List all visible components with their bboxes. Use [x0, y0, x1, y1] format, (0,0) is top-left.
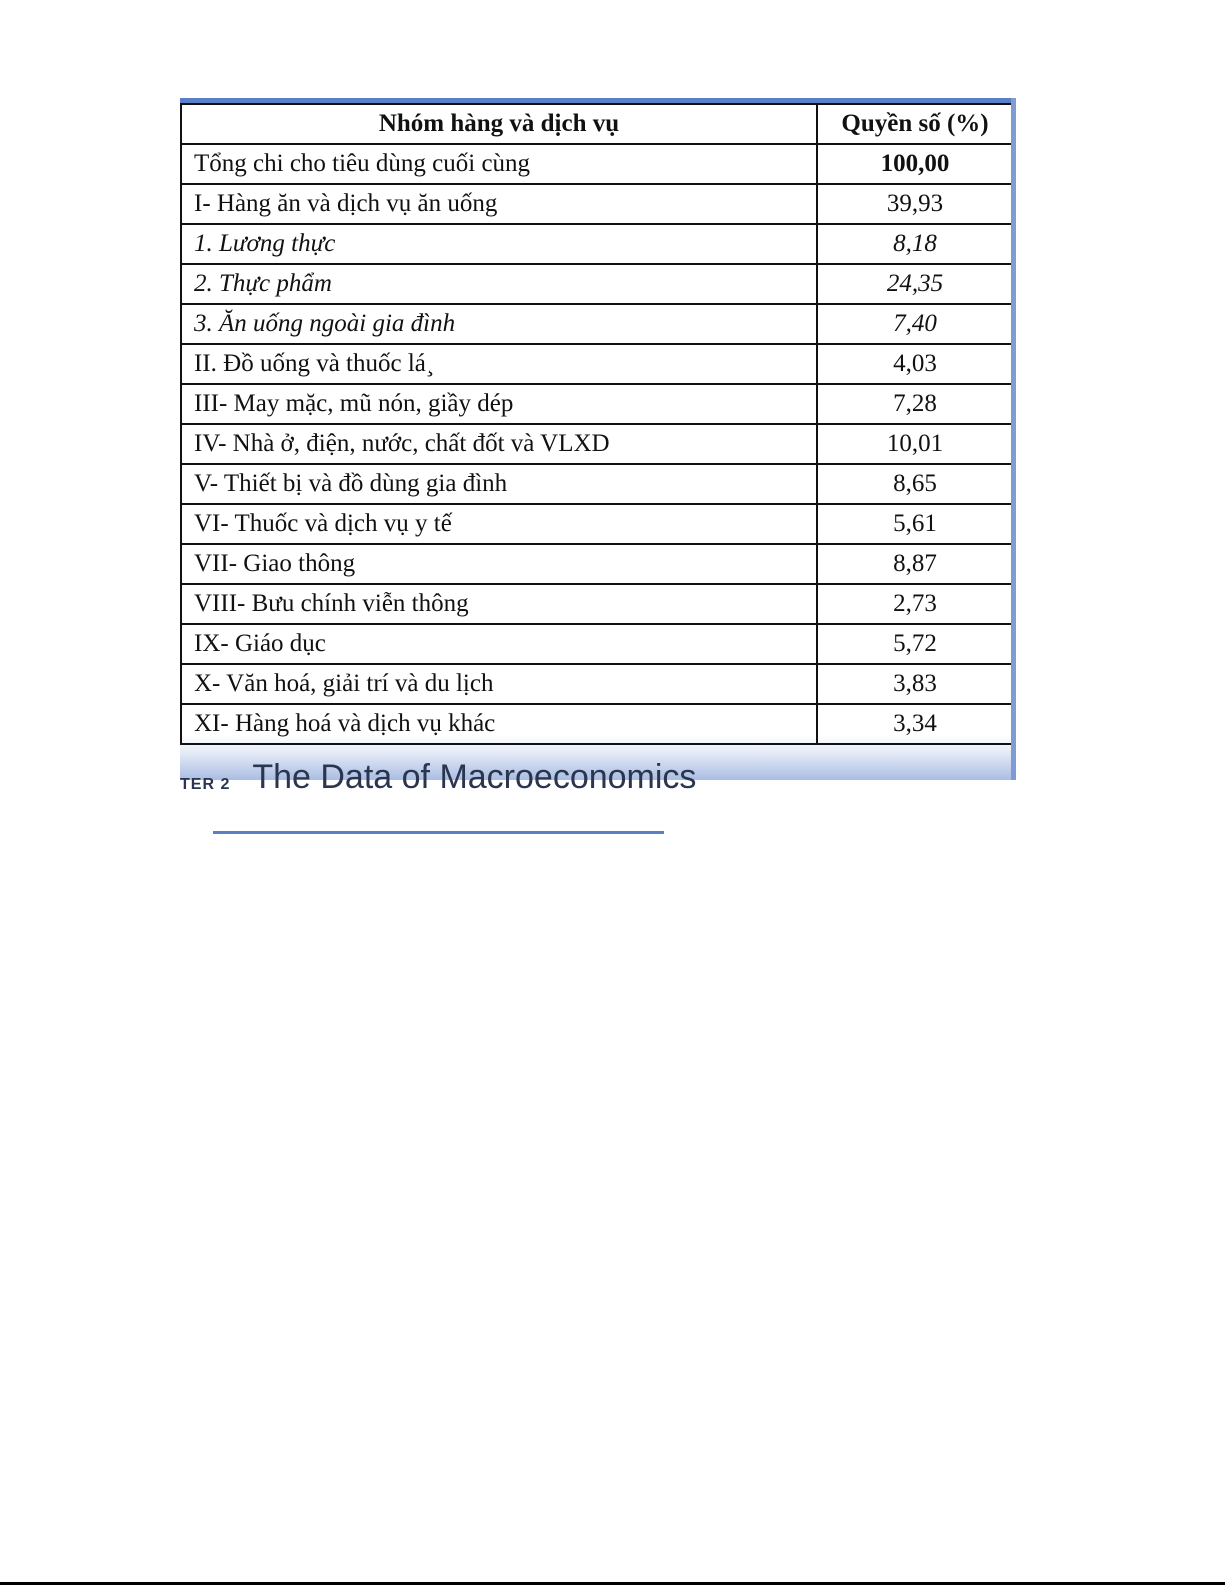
weight-column-header: Quyền số (%)	[817, 104, 1013, 144]
row-name: IX- Giáo dục	[181, 624, 817, 664]
bleed-chapter-prefix: TER 2	[180, 776, 231, 793]
table-row	[181, 384, 1013, 424]
bleed-through-heading	[180, 758, 1016, 796]
figure-right-border	[1011, 98, 1016, 780]
table-row	[181, 304, 1013, 344]
table-row	[181, 424, 1013, 464]
row-name: X- Văn hoá, giải trí và du lịch	[181, 664, 817, 704]
row-name: VII- Giao thông	[181, 544, 817, 584]
cpi-weights-figure	[180, 98, 1016, 796]
table-row	[181, 224, 1013, 264]
row-name: 1. Lương thực	[181, 224, 817, 264]
row-value: 8,65	[817, 464, 1013, 504]
row-value: 39,93	[817, 184, 1013, 224]
row-value: 5,61	[817, 504, 1013, 544]
row-name: XI- Hàng hoá và dịch vụ khác	[181, 704, 817, 744]
table-row	[181, 704, 1013, 744]
cpi-weights-table	[180, 103, 1014, 745]
row-name: V- Thiết bị và đồ dùng gia đình	[181, 464, 817, 504]
row-value: 7,28	[817, 384, 1013, 424]
row-name: 2. Thực phẩm	[181, 264, 817, 304]
row-name: VIII- Bưu chính viễn thông	[181, 584, 817, 624]
row-name: IV- Nhà ở, điện, nước, chất đốt và VLXD	[181, 424, 817, 464]
row-name: III- May mặc, mũ nón, giầy dép	[181, 384, 817, 424]
row-value: 5,72	[817, 624, 1013, 664]
row-name: II. Đồ uống và thuốc lá¸	[181, 344, 817, 384]
row-value: 8,18	[817, 224, 1013, 264]
row-value: 3,34	[817, 704, 1013, 744]
table-row	[181, 544, 1013, 584]
row-name: I- Hàng ăn và dịch vụ ăn uống	[181, 184, 817, 224]
table-header-row	[181, 104, 1013, 144]
table-row	[181, 184, 1013, 224]
row-name: 3. Ăn uống ngoài gia đình	[181, 304, 817, 344]
row-value: 7,40	[817, 304, 1013, 344]
row-value: 4,03	[817, 344, 1013, 384]
table-row	[181, 504, 1013, 544]
row-value: 10,01	[817, 424, 1013, 464]
row-value: 100,00	[817, 144, 1013, 184]
table-row	[181, 624, 1013, 664]
table-row	[181, 664, 1013, 704]
table-row	[181, 144, 1013, 184]
bleed-chapter-title: The Data of Macroeconomics	[252, 758, 697, 796]
table-row	[181, 344, 1013, 384]
row-value: 2,73	[817, 584, 1013, 624]
row-name: VI- Thuốc và dịch vụ y tế	[181, 504, 817, 544]
group-column-header: Nhóm hàng và dịch vụ	[181, 104, 817, 144]
row-value: 24,35	[817, 264, 1013, 304]
row-value: 8,87	[817, 544, 1013, 584]
row-value: 3,83	[817, 664, 1013, 704]
decorative-underline	[213, 831, 664, 834]
table-row	[181, 584, 1013, 624]
table-row	[181, 264, 1013, 304]
row-name: Tổng chi cho tiêu dùng cuối cùng	[181, 144, 817, 184]
table-row	[181, 464, 1013, 504]
